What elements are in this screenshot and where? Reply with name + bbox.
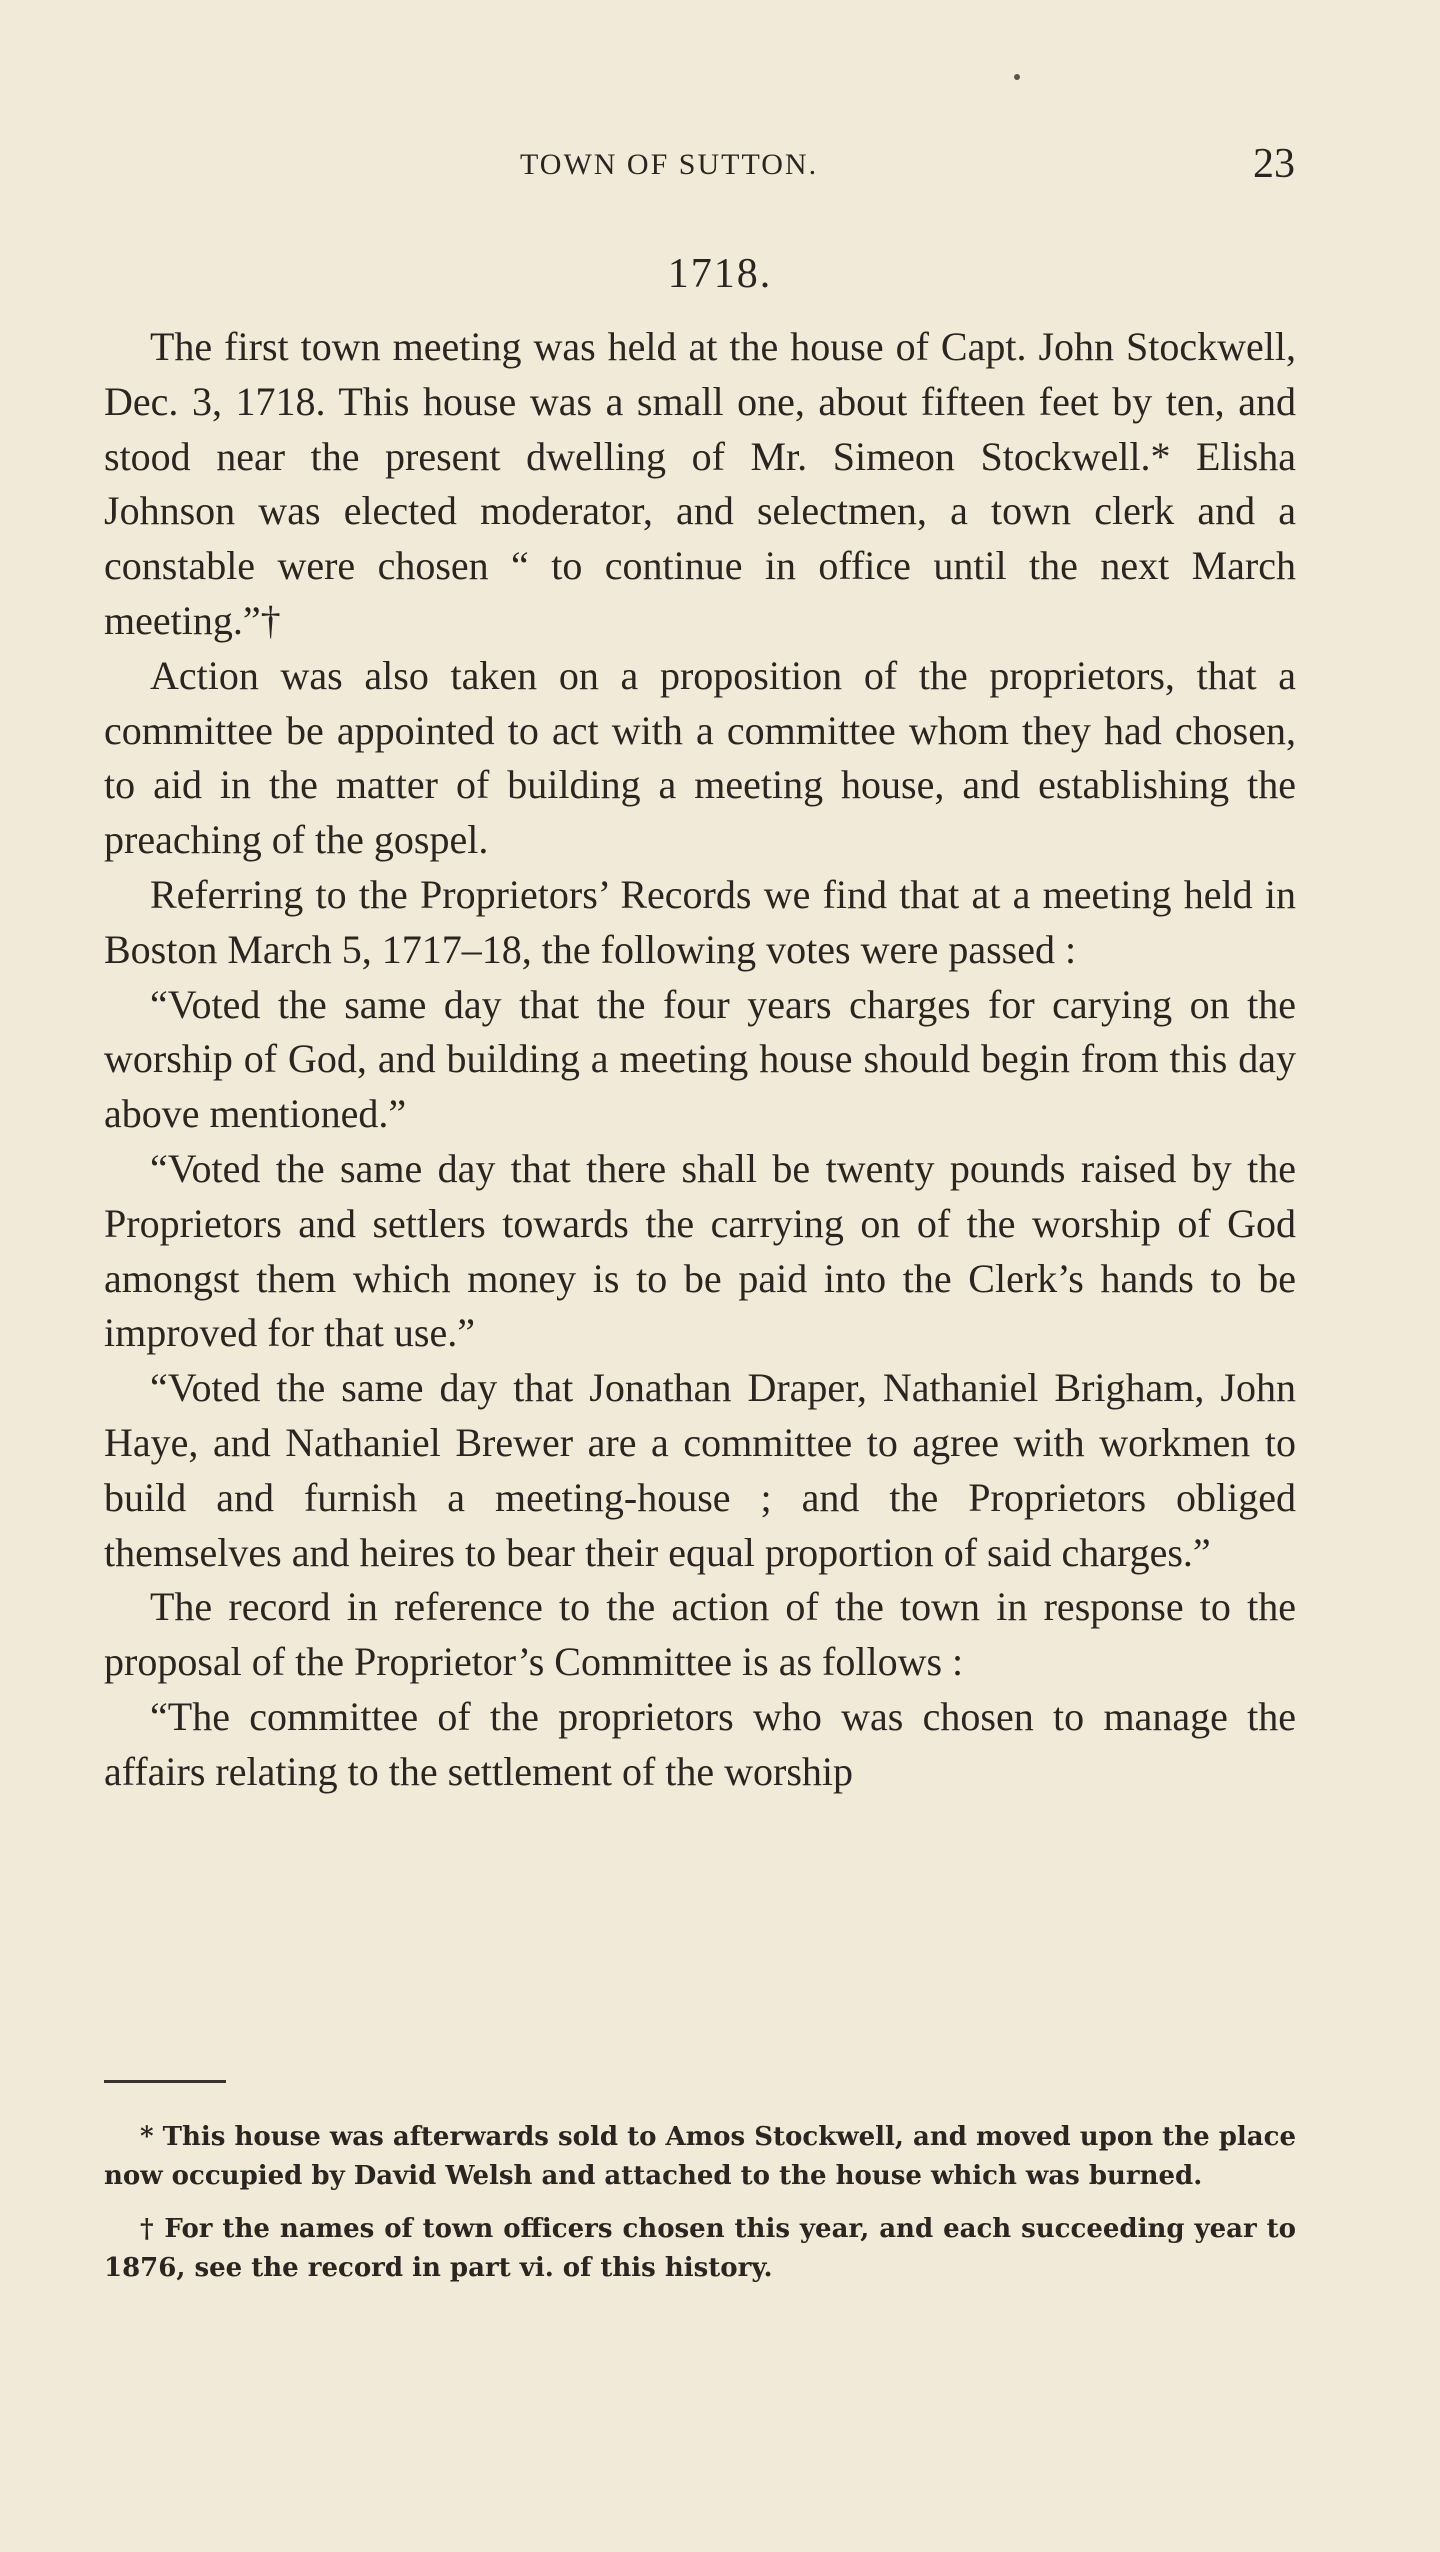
paragraph: Referring to the Proprietors’ Records we find that at a meeting held in Boston March 5, 1717–18, the following votes were passed : <box>104 871 1296 972</box>
running-head: TOWN OF SUTTON. <box>520 148 819 181</box>
paragraph: “The committee of the proprietors who was chosen to manage the affairs relating to the settlement of the worship <box>104 1693 1296 1794</box>
paragraph: Action was also taken on a proposition of the proprietors, that a committee be appointed to act with a committee whom they had chosen, to aid in the matter of building a meeting house, and establishing the preaching of the gospel. <box>104 652 1296 863</box>
page-header <box>150 140 1295 200</box>
paragraph: The first town meeting was held at the house of Capt. John Stockwell, Dec. 3, 1718. This house was a small one, about fifteen feet by ten, and stood near the present dwelling of Mr. Simeon Stockwell.* Elisha Johnson was elected moderator, and selectmen, a town clerk and a constable were chosen “ to continue in office until the next March meeting.”† <box>104 324 1296 643</box>
paragraph: “Voted the same day that there shall be twenty pounds raised by the Proprietors and settlers towards the carrying on of the worship of God amongst them which money is to be paid into the Clerk’s hands to be improved for that use.” <box>104 1145 1296 1356</box>
paragraph: The record in reference to the action of the town in response to the proposal of the Proprietor’s Committee is as follows : <box>104 1584 1296 1685</box>
footnotes <box>104 2118 1296 2302</box>
footnote-rule <box>104 2080 226 2083</box>
print-speck <box>1014 74 1020 80</box>
footnote: † For the names of town officers chosen this year, and each succeeding year to 1876, see the record in part vi. of this history. <box>104 2214 1296 2283</box>
body-text <box>104 320 1296 1800</box>
paragraph: “Voted the same day that Jonathan Draper, Nathaniel Brigham, John Haye, and Nathaniel Brewer are a committee to agree with workmen to build and furnish a meeting-house ; and the Proprietors obliged themselves and heires to bear their equal proportion of said charges.” <box>104 1365 1296 1575</box>
paragraph: “Voted the same day that the four years charges for carying on the worship of God, and building a meeting house should begin from this day above mentioned.” <box>104 981 1296 1137</box>
page-number: 23 <box>1253 141 1295 187</box>
footnote: * This house was afterwards sold to Amos Stockwell, and moved upon the place now occupied by David Welsh and attached to the house which was burned. <box>104 2122 1296 2191</box>
year-heading: 1718. <box>667 251 773 297</box>
